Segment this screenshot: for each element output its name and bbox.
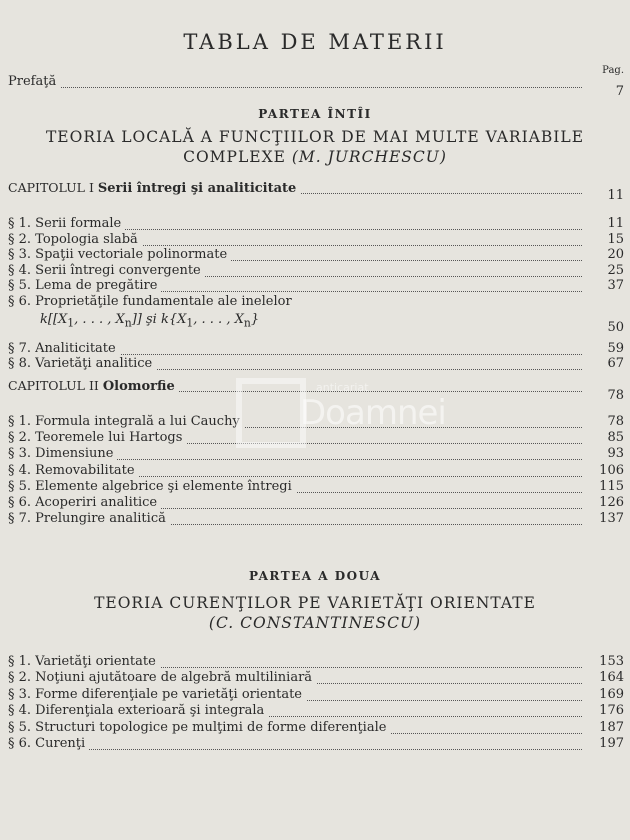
entry-label: § 1. Formula integrală a lui Cauchy xyxy=(8,414,244,429)
entry-label: § 4. Diferenţiala exterioară şi integrala xyxy=(8,703,268,718)
chapter-label: CAPITOLUL I xyxy=(8,180,94,195)
entry-label: § 5. Elemente algebrice şi elemente întregi xyxy=(8,479,296,494)
entry-page: 137 xyxy=(599,511,624,527)
toc-entry-preface[interactable] xyxy=(8,74,624,99)
entry-page: 67 xyxy=(607,356,624,372)
entry-page: 85 xyxy=(607,430,624,446)
chapter-label: CAPITOLUL II xyxy=(8,378,99,393)
entry-page: 25 xyxy=(607,262,624,278)
toc-entry[interactable] xyxy=(8,654,624,672)
entry-page: 115 xyxy=(599,478,624,494)
entry-page: 37 xyxy=(607,278,624,294)
section-6-page: 50 xyxy=(607,320,624,335)
entry-page: 11 xyxy=(607,188,624,203)
entry-label: § 1. Serii formale xyxy=(8,216,125,231)
entry-page: 7 xyxy=(615,84,624,99)
entry-label: § 7. Analiticitate xyxy=(8,341,120,356)
entry-label: § 2. Topologia slabă xyxy=(8,232,142,247)
entry-label: § 1. Varietăţi orientate xyxy=(8,654,160,669)
toc-entry[interactable] xyxy=(8,356,624,374)
entry-page: 153 xyxy=(599,654,624,669)
entry-label: Prefaţă xyxy=(8,74,60,89)
watermark-logo-icon xyxy=(236,378,306,448)
entry-page: 20 xyxy=(607,247,624,263)
part2-heading: PARTEA A DOUA xyxy=(248,569,382,583)
entry-page: 106 xyxy=(599,462,624,478)
toc-entry[interactable] xyxy=(8,736,624,754)
chapter-name: Olomorfie xyxy=(102,379,175,394)
entry-page: 59 xyxy=(607,340,624,356)
entry-label: § 3. Dimensiune xyxy=(8,446,117,461)
watermark-text: Doamnei xyxy=(300,393,446,433)
toc-entry[interactable] xyxy=(8,687,624,705)
entry-label: § 2. Noţiuni ajutătoare de algebră multiliniară xyxy=(8,670,316,685)
entry-label: § 2. Teoremele lui Hartogs xyxy=(8,430,186,445)
entry-label: § 6. Proprietăţile fundamentale ale inelelor xyxy=(8,294,296,309)
entry-label: § 4. Serii întregi convergente xyxy=(8,263,205,278)
part1-title-line1: TEORIA LOCALĂ A FUNCŢIILOR DE MAI MULTE VARIABILE xyxy=(45,128,585,146)
entry-label: § 8. Varietăţi analitice xyxy=(8,356,156,371)
entry-page: 187 xyxy=(599,719,624,735)
entry-label: § 6. Curenţi xyxy=(8,736,89,751)
chapter-1-entry[interactable] xyxy=(8,180,624,203)
entry-page: 93 xyxy=(607,446,624,462)
toc-entry[interactable] xyxy=(8,670,624,688)
entry-label: § 3. Spaţii vectoriale polinormate xyxy=(8,247,231,262)
part2-title: TEORIA CURENŢILOR PE VARIETĂŢI ORIENTATE xyxy=(94,594,536,612)
entry-page: 169 xyxy=(599,686,624,702)
toc-entry[interactable] xyxy=(8,720,624,738)
chapter-name: Serii întregi şi analiticitate xyxy=(97,181,297,196)
entry-page: 176 xyxy=(599,703,624,719)
entry-label: § 3. Forme diferenţiale pe varietăţi orientate xyxy=(8,687,306,702)
part1-title-line2: COMPLEXE (M. JURCHESCU) xyxy=(183,148,447,166)
entry-label: § 7. Prelungire analitică xyxy=(8,511,170,526)
part1-heading: PARTEA ÎNTÎI xyxy=(258,107,372,121)
entry-label: § 4. Removabilitate xyxy=(8,463,139,478)
entry-page: 164 xyxy=(599,670,624,686)
section-6-continuation: $k[[X_1$, . . . , $X_n$]] şi $k\{X_1$, . . . , $X_n$} xyxy=(40,312,260,330)
entry-page: 126 xyxy=(599,495,624,510)
toc-entry[interactable] xyxy=(8,511,624,529)
entry-label: § 6. Acoperiri analitice xyxy=(8,495,161,510)
entry-page: 78 xyxy=(607,388,624,403)
part1-author: (M. JURCHESCU) xyxy=(291,148,447,166)
entry-page: 78 xyxy=(607,414,624,429)
toc-entry[interactable] xyxy=(8,294,624,312)
toc-entry[interactable] xyxy=(8,703,624,721)
entry-page: 11 xyxy=(607,216,624,231)
entry-label: § 5. Lema de pregătire xyxy=(8,278,161,293)
part2-author: (C. CONSTANTINESCU) xyxy=(208,614,422,632)
entry-page: 15 xyxy=(607,231,624,247)
entry-label: § 5. Structuri topologice pe mulţimi de forme diferenţiale xyxy=(8,720,390,735)
watermark-small-text: anticariat xyxy=(316,381,369,394)
entry-page: 197 xyxy=(599,736,624,751)
page-title: TABLA DE MATERII xyxy=(183,30,447,54)
page-column-label: Pag. xyxy=(602,65,624,76)
